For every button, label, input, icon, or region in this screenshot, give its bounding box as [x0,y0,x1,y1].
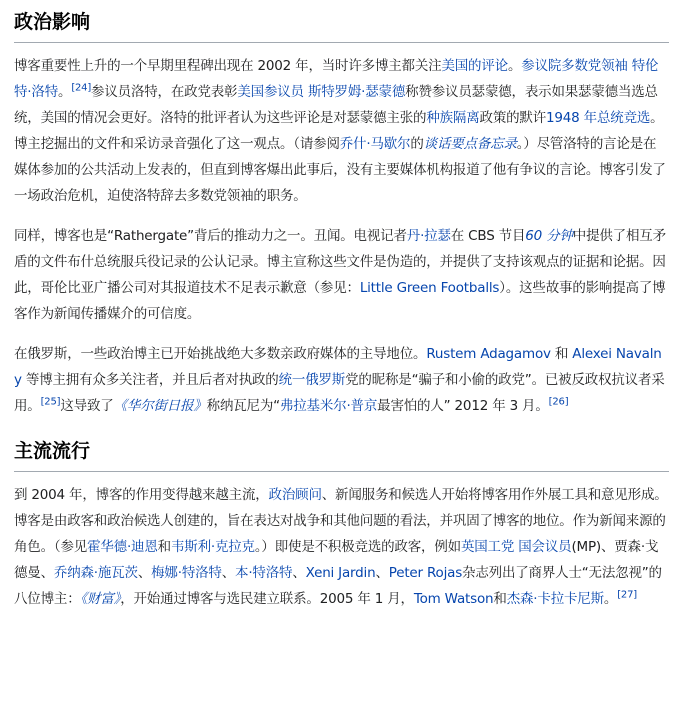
wiki-link[interactable]: 60 分钟 [525,228,573,244]
wiki-link[interactable]: 杰森·卡拉卡尼斯 [506,591,604,607]
text-run: 、 [221,565,236,581]
wiki-link[interactable]: 本·特洛特 [235,565,293,581]
wiki-link[interactable]: Rustem Adagamov [426,346,551,362]
wiki-link[interactable]: Peter Rojas [388,565,463,581]
wiki-link[interactable]: 《财富》 [80,591,121,607]
text-run: 等博主拥有众多关注者，并且后者对执政的 [21,372,279,388]
paragraph [14,341,669,419]
wiki-link[interactable]: 《华尔街日报》 [113,398,207,414]
citation-ref[interactable] [71,83,91,94]
text-run: 的 [410,136,424,152]
text-run: ）。这些故事的影响提高了博客作为新闻传播媒介的可信度。 [14,280,666,322]
paragraph [14,223,669,327]
text-run: 在俄罗斯，一些政治博主已开始挑战绝大多数亲政府媒体的主导地位。 [14,346,427,362]
wiki-link[interactable]: 韦斯利·克拉克 [170,539,255,555]
text-run: 和 [493,591,507,607]
section-divider [14,42,669,43]
wiki-link[interactable]: 梅娜·特洛特 [151,565,222,581]
text-run: 、 [375,565,389,581]
text-run: 到 2004 年，博客的作用变得越来越主流， [14,487,269,503]
section-heading-mainstream: 主流流行 [14,440,91,462]
text-run: 党的昵称是“骗子和小偷的政党”。已被反政权抗议者采用。 [14,372,665,414]
wiki-link[interactable]: 美国参议员 斯特罗姆·瑟蒙德 [237,84,406,100]
citation-ref[interactable] [617,590,637,601]
text-run: 。博主挖掘出的文件和采访录音强化了这一观点。（请参阅 [14,110,664,152]
text-run: 和 [550,346,573,362]
wiki-link[interactable]: 乔什·马歇尔 [339,136,411,152]
wiki-link[interactable]: 1948 年总统竞选 [546,110,651,126]
wiki-link[interactable]: 谈话要点备忘录 [423,136,517,152]
wiki-link[interactable]: 统一俄罗斯 [278,372,346,388]
section-divider [14,471,669,472]
text-run: 这导致了 [60,398,114,414]
text-run: 。）尽管洛特的言论是在媒体参加的公共活动上发表的，但直到博客爆出此事后，没有主要媒体机构报道了他有争议的言论。博客引发了一场政治危机，迫使洛特辞去多数党领袖的职务。 [14,136,666,204]
citation-link[interactable]: [27] [617,589,637,601]
citation-link[interactable]: [24] [71,82,92,94]
text-run: 最害怕的人” 2012 年 3 月。 [377,398,549,414]
section-heading-political-impact: 政治影响 [14,11,91,33]
text-run: 同样，博客也是“Rathergate”背后的推动力之一。丑闻。电视记者 [14,228,407,244]
wiki-link[interactable]: 参议院多数党领袖 特伦特·洛特 [14,58,659,100]
text-run: 和 [157,539,171,555]
wiki-link[interactable]: Little Green Footballs [359,280,500,296]
wiki-link[interactable]: 乔纳森·施瓦茨 [53,565,138,581]
text-run: 中提供了相互矛盾的文件布什总统服兵役记录的公认记录。博主宣称这些文件是伪造的，并提供了支持该观点的证据和论据。因此，哥伦比亚广播公司对其报道技术不足表示歉意（参见： [14,228,666,296]
text-run: 。）即使是不积极竞选的政客，例如 [254,539,461,555]
text-run: 参议员洛特，在政党表彰 [91,84,238,100]
citation-link[interactable]: [25] [40,396,61,408]
wiki-link[interactable]: Alexei Navalny [14,346,662,388]
paragraph [14,482,669,612]
text-run: 。 [507,58,522,74]
text-run: 、新闻服务和候选人开始将博客用作外展工具和意见形成。博客是由政客和政治候选人创建的，旨在表达对战争和其他问题的看法，并巩固了博客的地位。作为新闻来源的角色。（参见 [14,487,668,555]
citation-ref[interactable] [549,397,569,408]
text-run: 。 [603,591,618,607]
wiki-link[interactable]: 政治顾问 [268,487,322,503]
text-run: 杂志列出了商界人士“无法忽视”的八位博主： [14,565,662,607]
text-run: 。 [58,84,72,100]
text-run: ，开始通过博客与选民建立联系。2005 年 1 月， [120,591,414,607]
text-run: 称赞参议员瑟蒙德，表示如果瑟蒙德当选总统，美国的情况会更好。洛特的批评者认为这些评论是对瑟蒙德主张的 [14,84,658,126]
citation-link[interactable]: [26] [548,396,569,408]
text-run: 、 [292,565,306,581]
wiki-link[interactable]: 美国的评论 [441,58,508,74]
paragraph [14,53,669,209]
wiki-link[interactable]: 种族隔离 [426,110,480,126]
text-run: 政策的默许 [479,110,547,126]
text-run: 称纳瓦尼为“ [206,398,280,414]
wiki-link[interactable]: Tom Watson [413,591,494,607]
wiki-link[interactable]: 丹·拉瑟 [406,228,451,244]
wiki-link[interactable]: 霍华德·迪恩 [87,539,158,555]
text-run: (MP)、贾森·戈德曼、 [14,539,659,581]
wiki-link[interactable]: 弗拉基米尔·普京 [279,398,378,414]
wiki-link[interactable]: Xeni Jardin [305,565,376,581]
text-run: 在 CBS 节目 [450,228,526,244]
text-run: 博客重要性上升的一个早期里程碑出现在 2002 年，当时许多博主都关注 [14,58,442,74]
text-run: 、 [137,565,152,581]
wiki-link[interactable]: 英国工党 国会议员 [460,539,572,555]
citation-ref[interactable] [41,397,61,408]
